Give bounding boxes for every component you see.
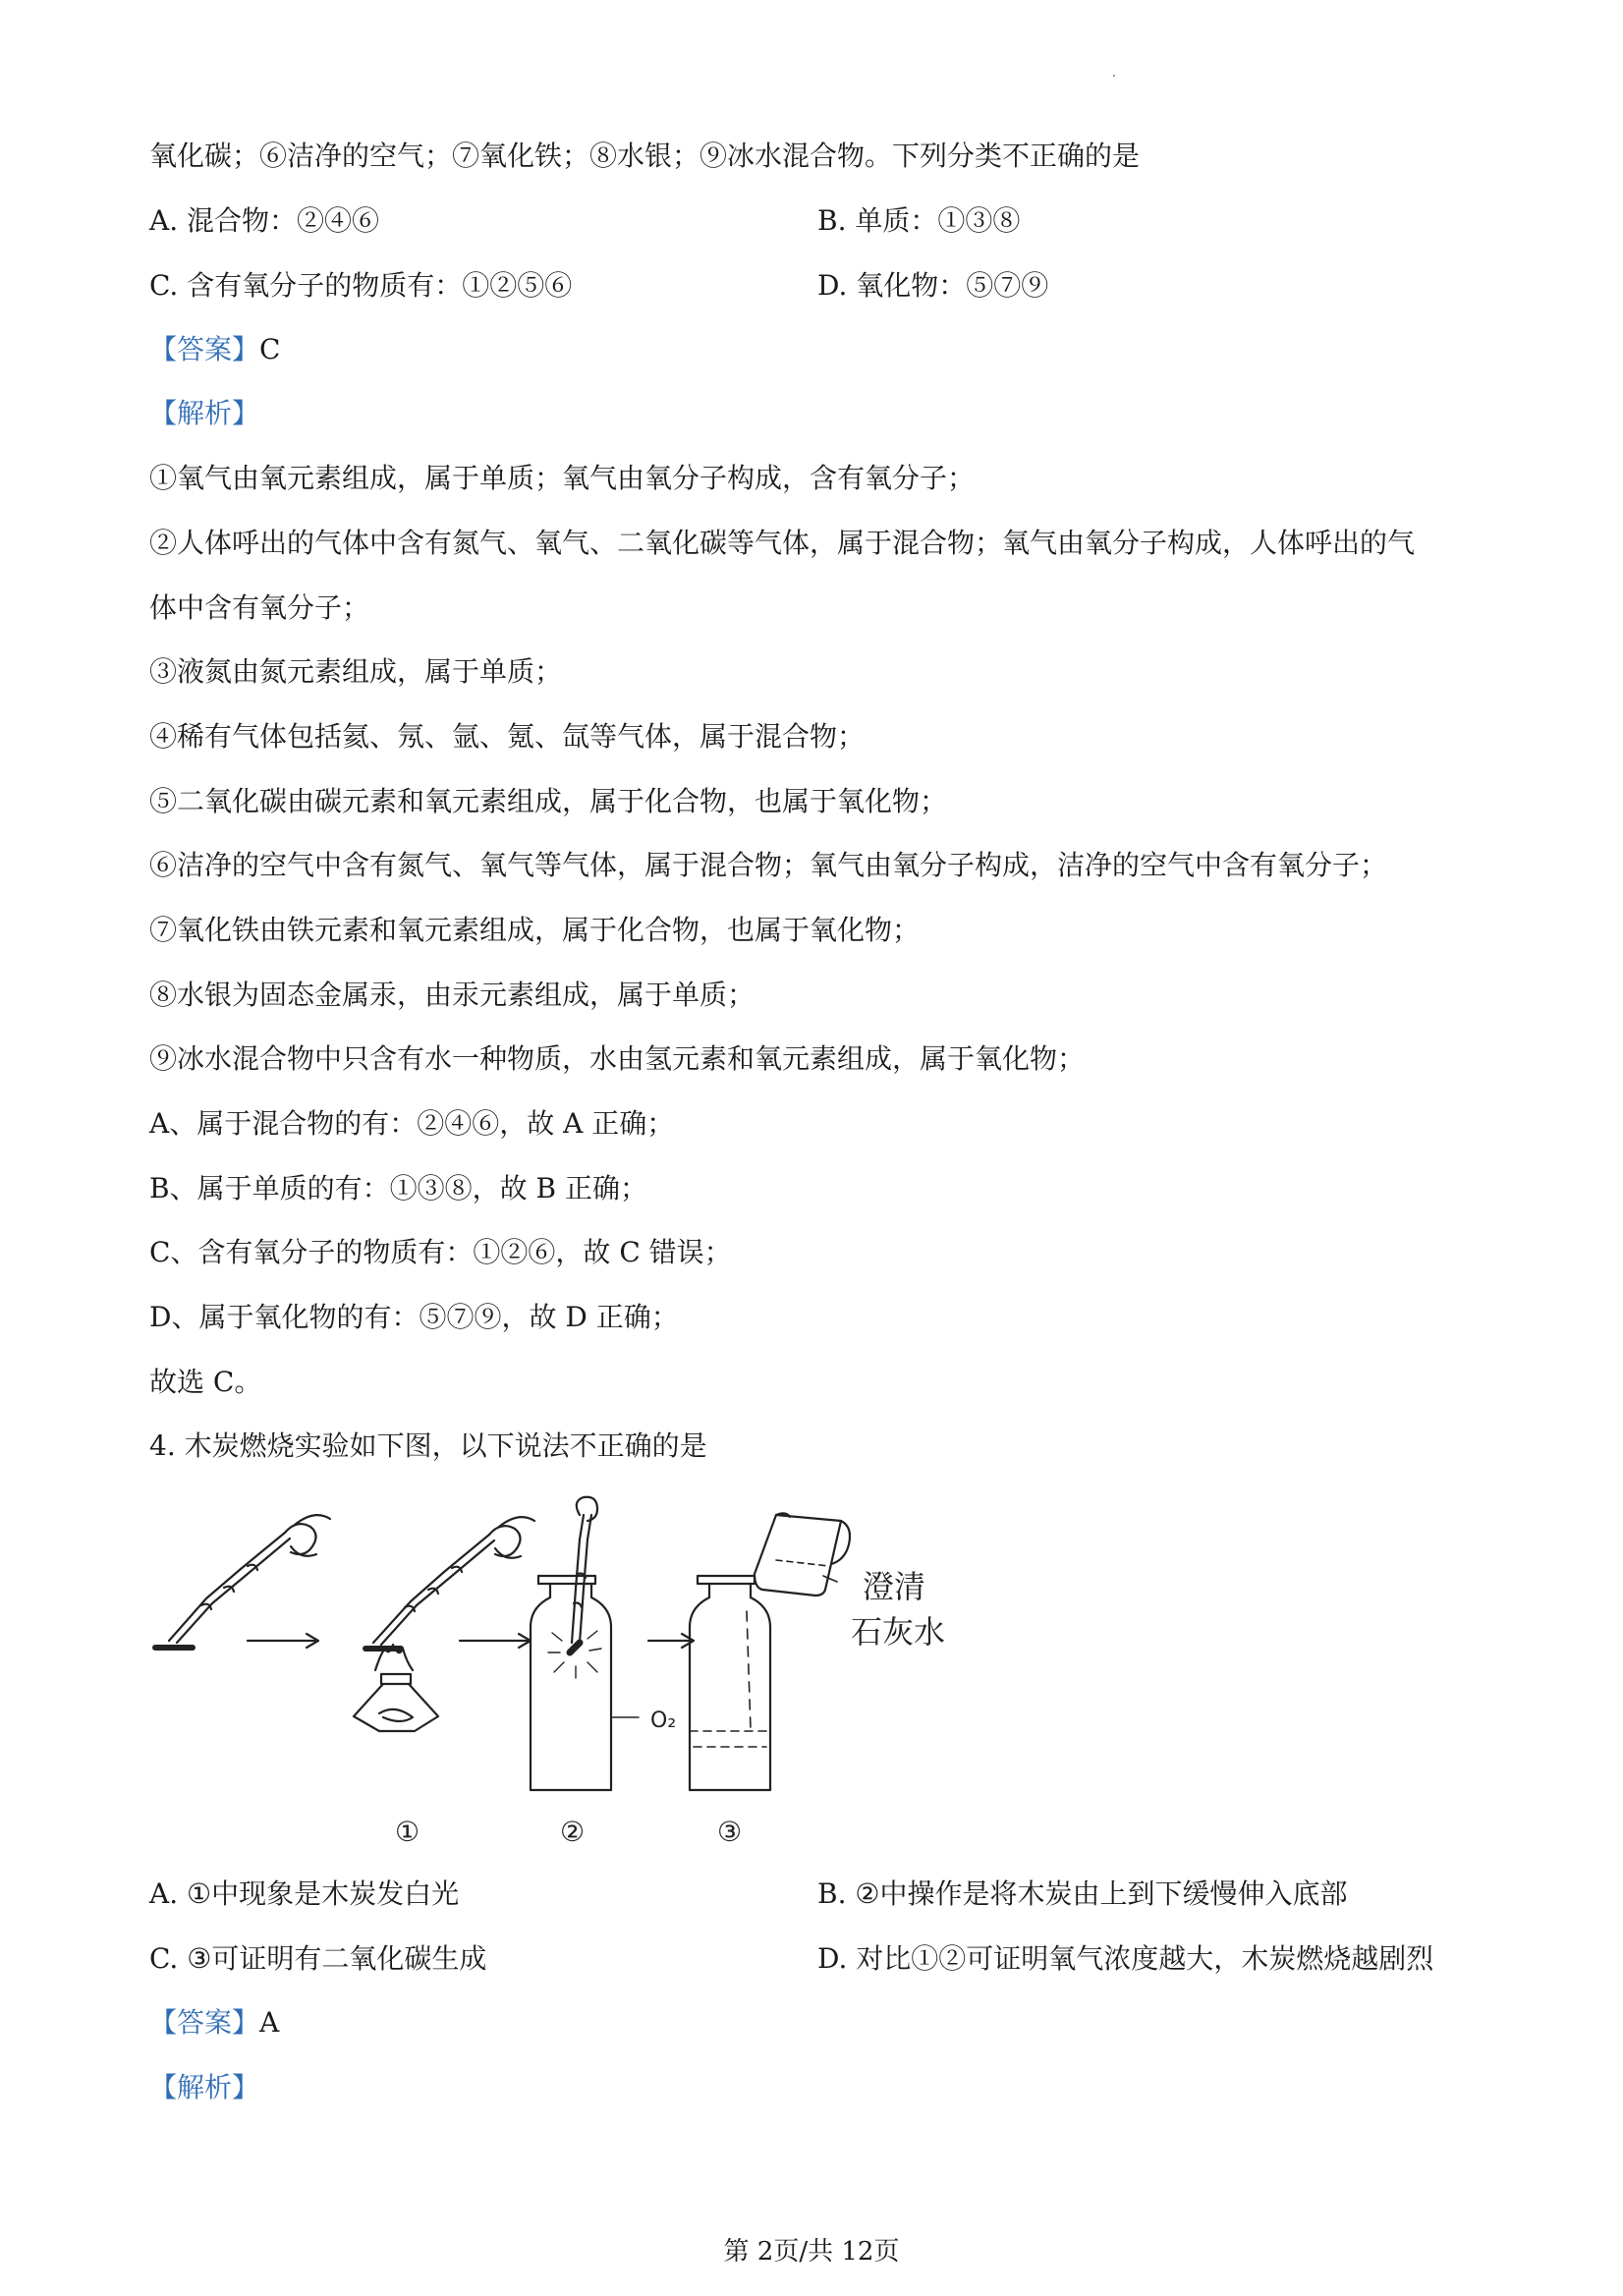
analysis-line: C、含有氧分子的物质有：①②⑥，故 C 错误； (149, 1236, 732, 1268)
step-label-1: ① (395, 1816, 420, 1848)
step-label-3: ③ (717, 1816, 743, 1848)
analysis-line: ③液氮由氮元素组成，属于单质； (149, 655, 563, 688)
limewater-bottle-icon (690, 1576, 770, 1790)
analysis-line: A、属于混合物的有：②④⑥，故 A 正确； (149, 1107, 675, 1140)
beaker-pouring-icon (755, 1513, 850, 1596)
analysis-tag: 【解析】 (149, 397, 260, 429)
q4-option-a: A. ①中现象是木炭发白光 (149, 1877, 460, 1910)
q3-option-d: D. 氧化物：⑤⑦⑨ (817, 269, 1049, 302)
q4-option-b: B. ②中操作是将木炭由上到下缓慢伸入底部 (817, 1877, 1348, 1910)
analysis-line: ⑤二氧化碳由碳元素和氧元素组成，属于化合物，也属于氧化物； (149, 785, 948, 817)
q3-option-c: C. 含有氧分子的物质有：①②⑤⑥ (149, 269, 573, 302)
charcoal-combustion-figure (147, 1495, 1081, 1859)
analysis-line: 故选 C。 (149, 1366, 262, 1398)
q4-option-c: C. ③可证明有二氧化碳生成 (149, 1942, 487, 1975)
limewater-label-line2: 石灰水 (851, 1613, 946, 1651)
q3-option-a: A. 混合物：②④⑥ (149, 204, 380, 237)
q4-analysis-tag (149, 2068, 259, 2107)
q4-answer (149, 2003, 279, 2043)
q3-option-b: B. 单质：①③⑧ (817, 204, 1021, 237)
answer-value: C (259, 333, 281, 365)
analysis-tag: 【解析】 (149, 2071, 260, 2103)
page-footer: 第 2页/共 12页 (723, 2237, 900, 2267)
tongs-with-charcoal-icon (169, 1515, 330, 1643)
analysis-line: ④稀有气体包括氦、氖、氩、氪、氙等气体，属于混合物； (149, 720, 866, 753)
analysis-line: ⑦氧化铁由铁元素和氧元素组成，属于化合物，也属于氧化物； (149, 914, 921, 946)
analysis-line: D、属于氧化物的有：⑤⑦⑨，故 D 正确； (149, 1301, 679, 1333)
tongs-into-bottle-icon (572, 1497, 597, 1643)
tongs-over-flame-icon (373, 1517, 534, 1645)
analysis-line: ⑨冰水混合物中只含有水一种物质，水由氢元素和氧元素组成，属于氧化物； (149, 1042, 1086, 1075)
analysis-line: ⑥洁净的空气中含有氮气、氧气等气体，属于混合物；氧气由氧分子构成，洁净的空气中含有氧分子； (149, 849, 1388, 881)
arrow-icon (460, 1634, 531, 1648)
analysis-line: ②人体呼出的气体中含有氮气、氧气、二氧化碳等气体，属于混合物；氧气由氧分子构成，人体呼出的气 (149, 527, 1416, 559)
q4-stem: 4. 木炭燃烧实验如下图，以下说法不正确的是 (149, 1429, 707, 1462)
arrow-icon (248, 1634, 318, 1648)
o2-label: O₂ (650, 1708, 677, 1733)
analysis-line: ①氧气由氧元素组成，属于单质；氧气由氧分子构成，含有氧分子； (149, 462, 976, 494)
answer-tag: 【答案】 (149, 2006, 260, 2039)
step-label-2: ② (560, 1816, 586, 1848)
gas-bottle-icon (531, 1576, 611, 1790)
alcohol-lamp-icon (354, 1645, 438, 1731)
limewater-label-line1: 澄清 (863, 1568, 926, 1605)
arrow-icon (648, 1634, 694, 1648)
analysis-line: ⑧水银为固态金属汞，由汞元素组成，属于单质； (149, 979, 756, 1011)
answer-tag: 【答案】 (149, 333, 260, 365)
light-rays-icon (548, 1631, 601, 1678)
q3-answer (149, 330, 280, 369)
q3-analysis-tag (149, 394, 259, 433)
q3-stem-tail: 氧化碳；⑥洁净的空气；⑦氧化铁；⑧水银；⑨冰水混合物。下列分类不正确的是 (149, 140, 1141, 172)
analysis-line: 体中含有氧分子； (149, 591, 370, 624)
burning-charcoal-icon (570, 1643, 580, 1652)
answer-value: A (259, 2006, 280, 2039)
q4-option-d: D. 对比①②可证明氧气浓度越大，木炭燃烧越剧烈 (817, 1942, 1434, 1975)
analysis-line: B、属于单质的有：①③⑧，故 B 正确； (149, 1172, 647, 1204)
scan-speck (1113, 75, 1115, 77)
